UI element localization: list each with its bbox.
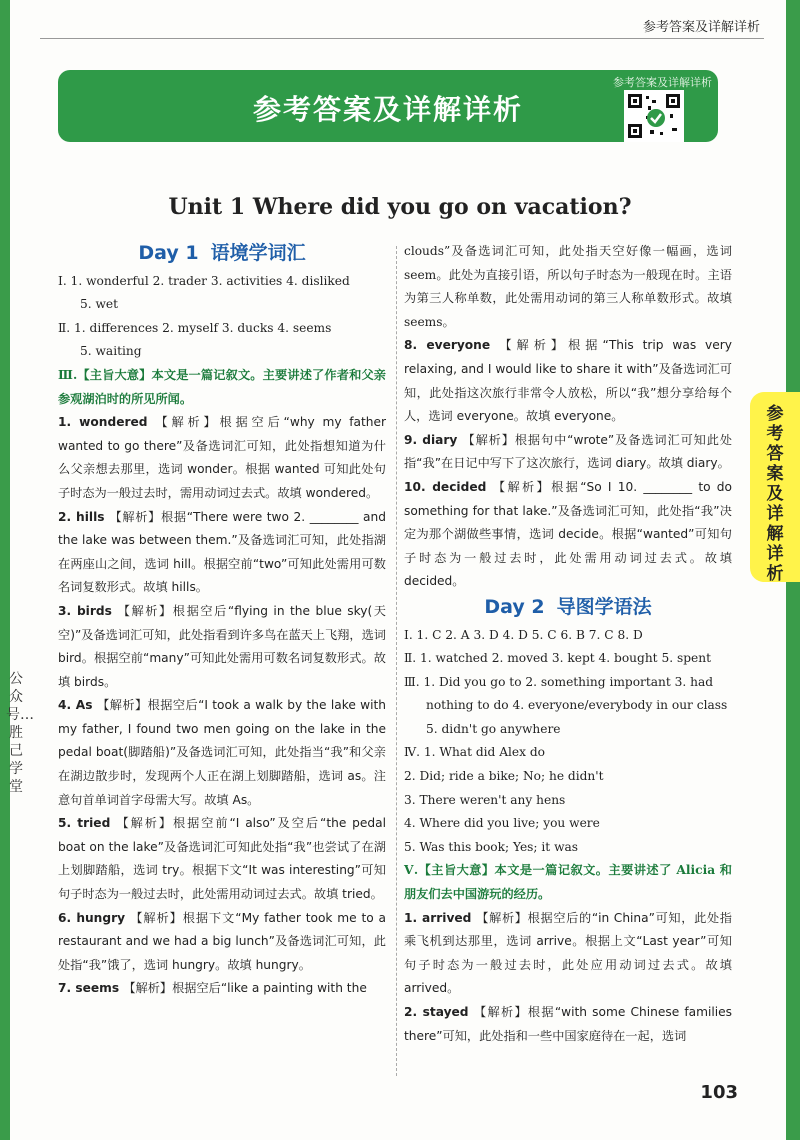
answer-word: hungry [76,910,131,925]
watermark: 公众号…胜己学堂 [6,671,34,795]
answer-word: hills [76,509,110,524]
answer-item [58,600,386,694]
answer-word: arrived [422,910,477,925]
answer-word: diary [422,432,463,447]
explanation: 【解析】根据“This trip was very relaxing, and I would like to share it with”及备选词汇可知，此处指这次旅行非常令人放松，所以“我”想分享给每个人，选词 everyone。故填 everyone。 [404,338,732,424]
item-number: 3. [58,603,77,618]
answer-word: stayed [422,1005,475,1019]
answer-line: 5. wet [80,297,119,312]
answer-line: Ⅳ. 1. What did Alex do [404,745,546,760]
answer-word: decided [432,479,493,494]
answer-line: 2. Did; ride a bike; No; he didn't [404,769,604,784]
answer-line: 4. Where did you live; you were [404,816,600,831]
item-number: 7. [58,981,76,996]
explanation: 【解析】根据空前“I also”及空后“the pedal boat on the lake”及备选词汇可知此处指“我”也尝试了在湖上划脚踏船，选词 try。根据下文“It was interesting”可知句子时态为一般过去时，此处需用动词过去式。故填 tried。 [58,816,386,902]
side-tab-label: 参考答案及详解详析 [766,404,784,584]
answer-item [58,907,386,978]
answer-item [58,977,386,1001]
answer-item [404,334,732,428]
explanation: 【解析】根据空后“why my father wanted to go there”及备选词汇可知，此处指想知道为什么父亲想去那里，选词 wonder。根据 wanted 可知此处句子时态为一般过去时，需用动词过去式。故填 wondered。 [58,415,386,500]
answer-word: tried [77,816,117,831]
answer-word: everyone [426,338,500,353]
explanation: 【解析】根据空后“like a painting with the [123,981,367,996]
answer-item [404,476,732,594]
title-banner [58,70,718,142]
item-number: 8. [404,338,427,353]
item-number: 4. [58,698,76,713]
answer-line: Ⅱ. 1. watched 2. moved 3. kept 4. bought 5. spent [404,651,711,666]
column-divider [396,246,397,1076]
answer-line: 5. didn't go anywhere [426,721,561,736]
item-number: 5. [58,816,78,831]
day-heading [404,596,732,620]
explanation: 【解析】根据空后“flying in the blue sky(天空)”及备选词汇可知，此处指看到许多鸟在蓝天上飞翔，选词 bird。根据空前“many”可知此处需用可数名词复数形式。故填 birds。 [58,603,386,689]
answer-line: Ⅰ. 1. wonderful 2. trader 3. activities 4. disliked [58,273,350,288]
answer-word: birds [76,603,118,618]
explanation: 【解析】根据“So I 10. ________ to do something for that lake.”及备选词汇可知，此处指“我”决定为那个湖做些事情，选词 decide。根据“wanted”可知句子时态为一般过去时，此处需用动词过去式。故填 decided。 [404,479,733,589]
answer-line: Ⅰ. 1. C 2. A 3. D 4. D 5. C 6. B 7. C 8. D [404,627,643,642]
answer-item [58,694,386,812]
answer-word: seems [75,981,124,996]
right-column [404,240,732,1048]
explanation: 【解析】根据句中“wrote”及备选词汇可知此处指“我”在日记中写下了这次旅行，选词 diary。故填 diary。 [404,432,733,471]
day-label: Day 1 [138,242,199,264]
answer-line: Ⅱ. 1. differences 2. myself 3. ducks 4. seems [58,320,332,335]
explanation: 【解析】根据“There were two 2. ________ and the lake was between them.”及备选词汇可知，此处指湖在两座山之间，选词 hill。根据空前“two”可知此处需用可数名词复数形式。故填 hills。 [58,509,386,595]
answer-line: nothing to do 4. everyone/everybody in our class [426,698,728,713]
answer-word: As [75,698,98,713]
qr-label: 参考答案及详解详析 [613,76,712,89]
answer-word: wondered [79,415,156,430]
explanation: 【解析】根据“with some Chinese families there”可知，此处指和一些中国家庭待在一起，选词 [404,1005,732,1043]
answer-line: 5. waiting [80,344,142,359]
answer-item [404,1001,732,1048]
item-number: 1. [404,910,423,925]
page-number: 103 [700,1082,738,1103]
answer-line: 3. There weren't any hens [404,792,566,807]
banner-title: 参考答案及详解详析 [252,93,523,126]
qr-code-icon[interactable] [624,90,684,142]
continued-text: clouds”及备选词汇可知，此处指天空好像一幅画，选词 seem。此处为直接引语，所以句子时态为一般现在时。主语为第三人称单数，此处需用动词的第三人称单数形式。故填 seems。 [404,244,732,329]
answer-item [58,812,386,906]
explanation: 【解析】根据下文“My father took me to a restaurant and we had a big lunch”及备选词汇可知，此处指“我”饿了，选词 hungry。故填 hungry。 [58,910,387,972]
item-number: 2. [58,509,77,524]
day-subtitle: 导图学语法 [556,595,652,618]
running-title: 参考答案及详解详析 [642,20,760,35]
explanation: 【解析】根据空后的“in China”可知，此处指乘飞机到达那里，选词 arrive。根据上文“Last year”可知句子时态为一般过去时，此处应用动词过去式。故填 arrived。 [404,910,732,996]
side-tab[interactable] [750,392,800,582]
item-number: 6. [58,910,77,925]
day-heading [58,242,386,266]
item-number: 2. [404,1005,423,1019]
unit-title: Unit 1 Where did you go on vacation? [168,194,632,220]
main-idea: Ⅴ.【主旨大意】本文是一篇记叙文。主要讲述了 Alicia 和朋友们去中国游玩的经历。 [404,863,732,902]
answer-line: Ⅲ. 1. Did you go to 2. something important 3. had [404,674,714,689]
explanation: 【解析】根据空后“I took a walk by the lake with my father, I found two men going on the lake in the pedal boat(脚踏船)”及备选词汇可知，此处指当“我”和父亲在湖边散步时，发现两个人正在湖上划脚踏船，选词 as。注意句首单词首字母需大写。故填 As。 [58,698,386,807]
answer-item [404,429,732,476]
left-green-edge [0,0,10,1140]
main-idea: Ⅲ.【主旨大意】本文是一篇记叙文。主要讲述了作者和父亲参观湖泊时的所见所闻。 [58,367,386,406]
answer-item [58,411,386,505]
day-subtitle: 语境学词汇 [210,242,306,264]
item-number: 10. [404,479,433,494]
item-number: 1. [58,415,80,430]
header-rule [40,38,764,39]
answer-item [58,506,386,600]
answer-line: 5. Was this book; Yes; it was [404,839,579,854]
answer-item [404,907,732,1001]
item-number: 9. [404,432,423,447]
left-column [58,240,386,1001]
day-label: Day 2 [484,595,545,618]
